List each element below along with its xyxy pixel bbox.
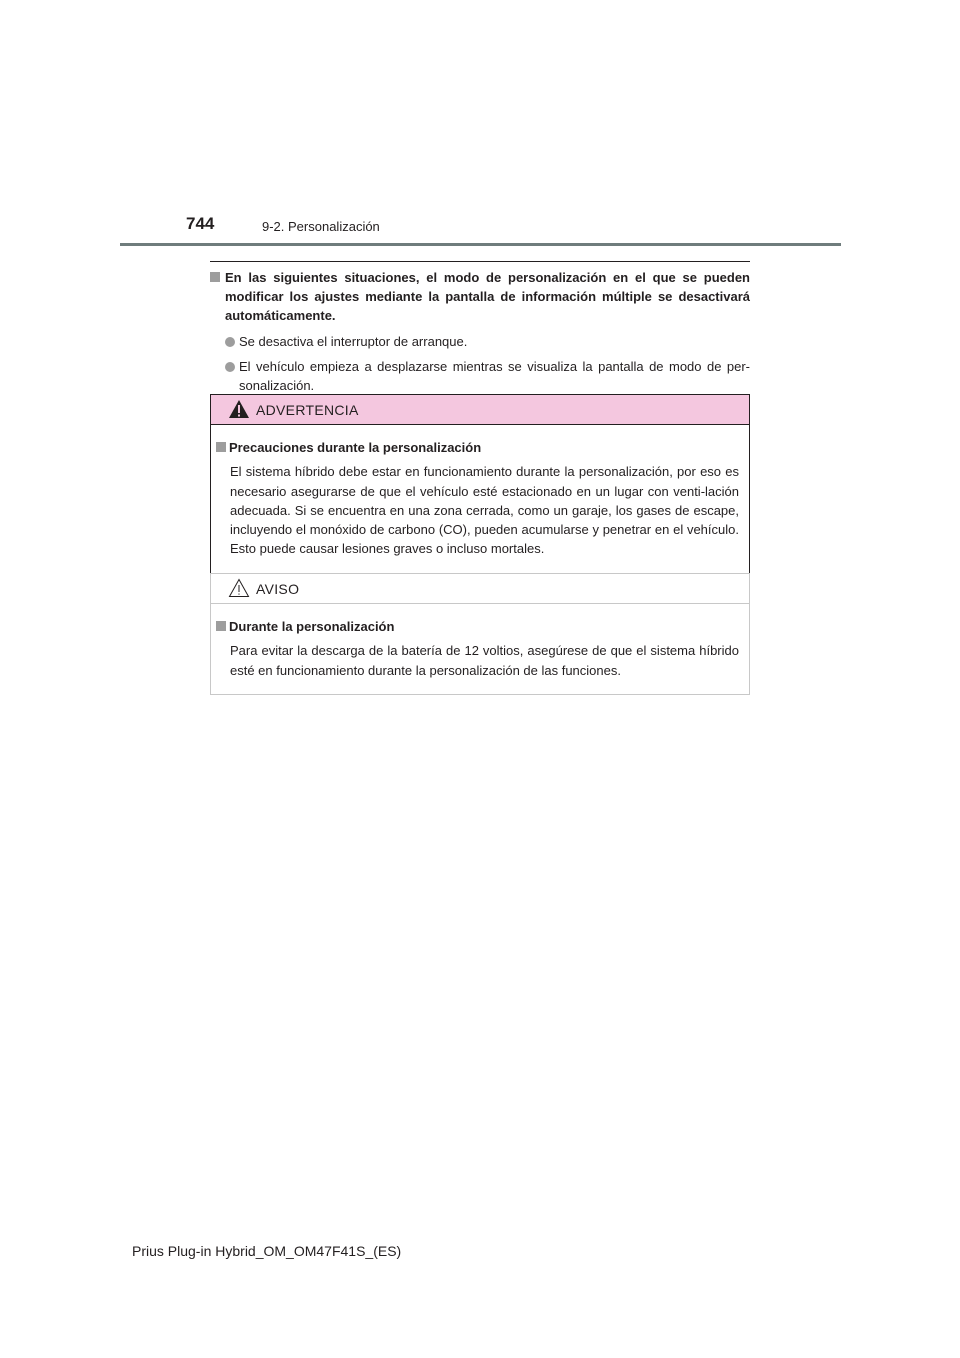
warning-box-title: ADVERTENCIA: [256, 402, 359, 418]
circle-bullet-icon: [225, 337, 235, 347]
caution-outline-triangle-icon: [228, 578, 250, 598]
list-item: El vehículo empieza a desplazarse mientras se visualiza la pantalla de modo de per-sonalización.: [210, 357, 750, 395]
warning-box-header: [211, 395, 749, 425]
warning-box-body: [211, 425, 749, 573]
intro-section: [210, 268, 750, 395]
square-bullet-icon: [216, 442, 226, 452]
square-bullet-icon: [210, 272, 220, 282]
section-title: 9-2. Personalización: [262, 219, 380, 234]
header-rule: [120, 243, 841, 246]
notice-item-title: Durante la personalización: [216, 617, 739, 636]
warning-box: [210, 394, 750, 574]
page-number: 744: [186, 214, 215, 233]
content-rule: [210, 261, 750, 262]
list-item: Se desactiva el interruptor de arranque.: [210, 332, 750, 351]
notice-box: [210, 573, 750, 695]
circle-bullet-icon: [225, 362, 235, 372]
warning-item-title: Precauciones durante la personalización: [216, 438, 739, 457]
warning-triangle-icon: [228, 399, 250, 419]
intro-heading: En las siguientes situaciones, el modo de personalización en el que se pueden modificar los ajustes mediante la pantalla de información múltiple se desactivará automáticamente.: [210, 268, 750, 325]
warning-item-text: El sistema híbrido debe estar en funcionamiento durante la personalización, por eso es necesario asegurarse de que el vehículo esté estacionado en un lugar con venti-lación adecuada. Si se encuentra en una zona cerrada, como un garaje, los gases de escape, incluyendo el monóxido de carbono (CO), pueden acumularse y penetrar en el vehículo. Esto puede causar lesiones graves o incluso mortales.: [230, 464, 739, 557]
notice-item-text: Para evitar la descarga de la batería de 12 voltios, asegúrese de que el sistema híbrido esté en funcionamiento durante la personalización de las funciones.: [230, 643, 739, 678]
square-bullet-icon: [216, 621, 226, 631]
notice-box-body: [211, 604, 749, 694]
notice-box-title: AVISO: [256, 581, 300, 597]
notice-box-header: [211, 574, 749, 604]
document-footer: Prius Plug-in Hybrid_OM_OM47F41S_(ES): [132, 1243, 402, 1259]
